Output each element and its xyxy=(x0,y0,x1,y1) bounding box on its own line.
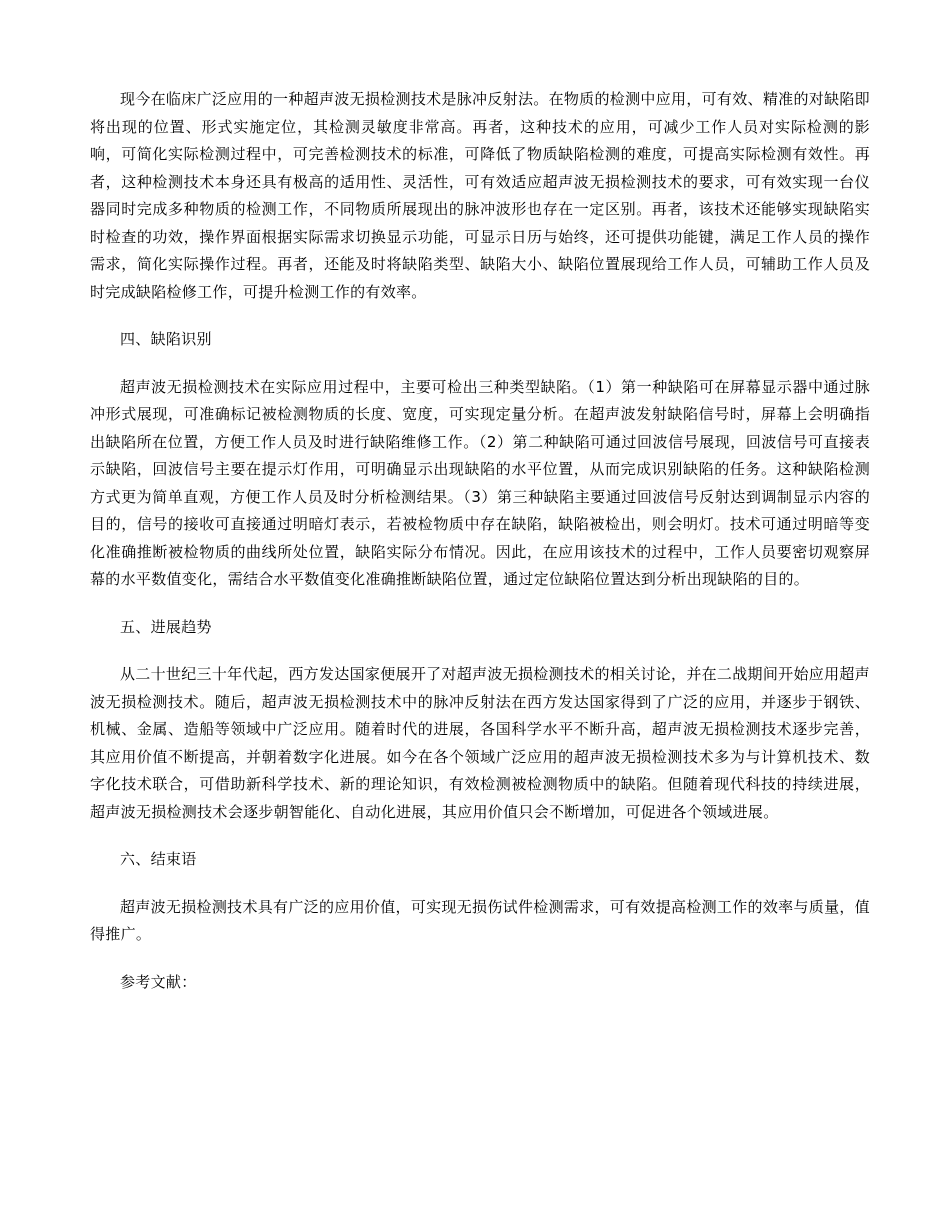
section-heading-defect-identification: 四、缺陷识别 xyxy=(120,330,212,348)
document-body xyxy=(90,86,870,996)
section-heading-conclusion: 六、结束语 xyxy=(120,850,197,868)
paragraph-defect-identification: 超声波无损检测技术在实际应用过程中，主要可检出三种类型缺陷。（1）第一种缺陷可在屏幕显示器中通过脉冲形式展现，可准确标记被检测物质的长度、宽度，可实现定量分析。在超声波发射缺陷信号时，屏幕上会明确指出缺陷所在位置，方便工作人员及时进行缺陷维修工作。（2）第二种缺陷可通过回波信号展现，回波信号可直接表示缺陷，回波信号主要在提示灯作用，可明确显示出现缺陷的水平位置，从而完成识别缺陷的任务。这种缺陷检测方式更为简单直观，方便工作人员及时分析检测结果。（3）第三种缺陷主要通过回波信号反射达到调制显示内容的目的，信号的接收可直接通过明暗灯表示，若被检物质中存在缺陷，缺陷被检出，则会明灯。技术可通过明暗等变化准确推断被检物质的曲线所处位置，缺陷实际分布情况。因此，在应用该技术的过程中，工作人员要密切观察屏幕的水平数值变化，需结合水平数值变化准确推断缺陷位置，通过定位缺陷位置达到分析出现缺陷的目的。 xyxy=(90,377,870,588)
references-heading: 参考文献： xyxy=(120,972,197,991)
paragraph-pulse-reflection: 现今在临床广泛应用的一种超声波无损检测技术是脉冲反射法。在物质的检测中应用，可有效、精准的对缺陷即将出现的位置、形式实施定位，其检测灵敏度非常高。再者，这种技术的应用，可减少工作人员对实际检测的影响，可简化实际检测过程中，可完善检测技术的标准，可降低了物质缺陷检测的难度，可提高实际检测有效性。再者，这种检测技术本身还具有极高的适用性、灵活性，可有效适应超声波无损检测技术的要求，可有效实现一台仪器同时完成多种物质的检测工作，不同物质所展现出的脉冲波形也存在一定区别。再者，该技术还能够实现缺陷实时检查的功效，操作界面根据实际需求切换显示功能，可显示日历与始终，还可提供功能键，满足工作人员的操作需求，简化实际操作过程。再者，还能及时将缺陷类型、缺陷大小、缺陷位置展现给工作人员，可辅助工作人员及时完成缺陷检修工作，可提升检测工作的有效率。 xyxy=(90,90,870,301)
paragraph-development-trend: 从二十世纪三十年代起，西方发达国家便展开了对超声波无损检测技术的相关讨论，并在二战期间开始应用超声波无损检测技术。随后，超声波无损检测技术中的脉冲反射法在西方发达国家得到了广泛的应用，并逐步于钢铁、机械、金属、造船等领域中广泛应用。随着时代的进展，各国科学水平不断升高，超声波无损检测技术逐步完善，其应用价值不断提高，并朝着数字化进展。如今在各个领域广泛应用的超声波无损检测技术多为与计算机技术、数字化技术联合，可借助新科学技术、新的理论知识，有效检测被检测物质中的缺陷。但随着现代科技的持续进展，超声波无损检测技术会逐步朝智能化、自动化进展，其应用价值只会不断增加，可促进各个领域进展。 xyxy=(90,665,870,821)
paragraph-conclusion: 超声波无损检测技术具有广泛的应用价值，可实现无损伤试件检测需求，可有效提高检测工作的效率与质量，值得推广。 xyxy=(90,897,870,943)
section-heading-development-trend: 五、进展趋势 xyxy=(120,617,212,636)
